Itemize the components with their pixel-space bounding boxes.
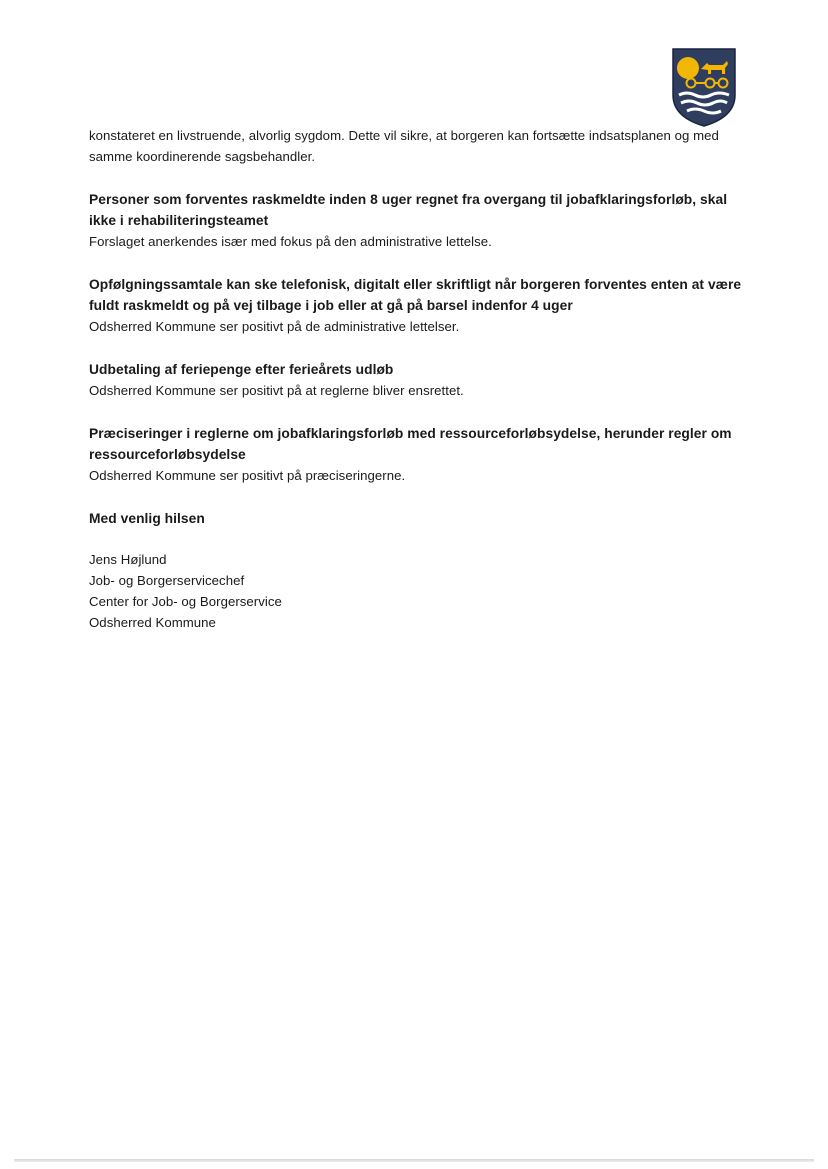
signature-organization: Odsherred Kommune <box>89 615 216 630</box>
continuation-paragraph <box>89 125 749 167</box>
closing-text: Med venlig hilsen <box>89 511 205 526</box>
section-rehabiliteringsteam <box>89 189 749 252</box>
letter-body <box>89 125 749 633</box>
signature-name: Jens Højlund <box>89 552 167 567</box>
section-body: Odsherred Kommune ser positivt på at reglerne bliver ensrettet. <box>89 383 464 398</box>
closing <box>89 508 749 529</box>
section-opfoelgningssamtale <box>89 274 749 337</box>
section-body: Forslaget anerkendes især med fokus på den administrative lettelse. <box>89 234 492 249</box>
section-body: Odsherred Kommune ser positivt på præciseringerne. <box>89 468 406 483</box>
signature-block <box>89 549 749 633</box>
section-heading: Udbetaling af feriepenge efter ferieårets udløb <box>89 362 394 377</box>
signature-title: Job- og Borgerservicechef <box>89 573 245 588</box>
section-heading: Opfølgningssamtale kan ske telefonisk, digitalt eller skriftligt når borgeren forventes enten at være fuldt raskmeldt og på vej tilbage i job eller at gå på barsel indenfor 4 uger <box>89 277 742 313</box>
coat-of-arms-icon <box>671 47 737 127</box>
section-heading: Præciseringer i reglerne om jobafklaringsforløb med ressourceforløbsydelse, herunder regler om ressourceforløbsydelse <box>89 426 732 462</box>
signature-department: Center for Job- og Borgerservice <box>89 594 282 609</box>
section-feriepenge <box>89 359 749 401</box>
section-body: Odsherred Kommune ser positivt på de administrative lettelser. <box>89 319 460 334</box>
section-praeciseringer <box>89 423 749 486</box>
section-heading: Personer som forventes raskmeldte inden 8 uger regnet fra overgang til jobafklaringsforløb, skal ikke i rehabiliteringsteamet <box>89 192 728 228</box>
page-bottom-edge <box>14 1159 814 1162</box>
continuation-text: konstateret en livstruende, alvorlig sygdom. Dette vil sikre, at borgeren kan fortsætte indsatsplanen og med samme koordinerende sagsbehandler. <box>89 128 719 164</box>
